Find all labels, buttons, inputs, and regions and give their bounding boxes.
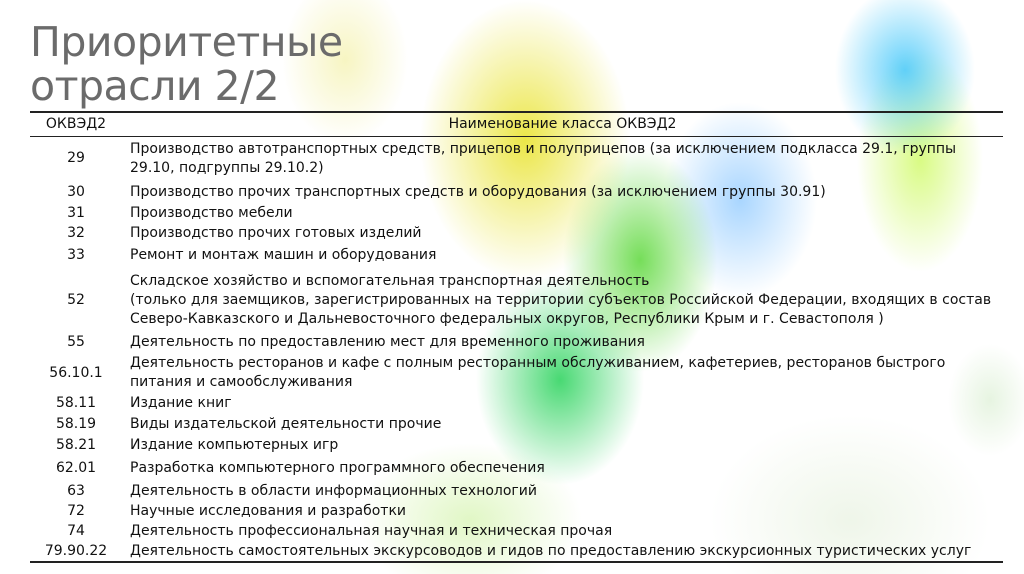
row-code: 58.21 [55,437,97,453]
table-header-row [30,112,1003,137]
table-row [30,204,1003,224]
row-name: Деятельность ресторанов и кафе с полным ресторанным обслуживанием, кафетериев, ресторанов быстрого питания и самообслуживания [130,355,946,390]
table-row [30,224,1003,244]
table-row [30,268,1003,333]
row-name: Разработка компьютерного программного обеспечения [130,460,545,476]
okved-table [30,111,1003,563]
row-name: Производство прочих готовых изделий [130,225,422,241]
table-row [30,244,1003,268]
row-code: 72 [67,503,85,519]
slide-title-line-1: Приоритетные [30,18,343,66]
row-name: Производство прочих транспортных средств и оборудования (за исключением группы 30.91) [130,183,826,200]
slide-title-line-2: отрасли 2/2 [30,62,280,110]
row-code: 63 [67,482,85,499]
row-name: Ремонт и монтаж машин и оборудования [130,247,437,263]
row-name: Научные исследования и разработки [130,503,407,519]
table-row [30,137,1003,181]
row-name: Деятельность профессиональная научная и техническая прочая [130,523,613,539]
table-row [30,457,1003,481]
row-name: Производство мебели [130,205,293,221]
table-row [30,481,1003,502]
row-code: 30 [67,183,85,200]
row-code: 56.10.1 [49,364,103,381]
row-name: Издание книг [130,395,232,411]
table-row [30,394,1003,414]
slide-title [30,20,343,108]
table-row [30,353,1003,394]
row-code: 29 [67,150,85,167]
row-name: Складское хозяйство и вспомогательная транспортная деятельность (только для заемщиков, зарегистрированных на территории субъектов Российской Федерации, входящих в состав Северо-Кавказского и Дальневосточного федеральных округов, Республики Крым и г. Севастополя ) [130,272,992,327]
header-name: Наименование класса ОКВЭД2 [122,112,1003,137]
row-code: 62.01 [55,460,97,476]
row-code: 55 [67,334,85,350]
table-row [30,435,1003,457]
row-name: Деятельность в области информационных технологий [130,482,537,499]
row-code: 32 [67,225,85,241]
header-code: ОКВЭД2 [30,112,122,137]
row-code: 31 [67,205,85,221]
table-row [30,542,1003,562]
row-code: 74 [67,523,85,539]
row-code: 52 [67,291,85,308]
table-row [30,181,1003,204]
table-row [30,522,1003,542]
table-row [30,333,1003,353]
row-name: Издание компьютерных игр [130,437,339,453]
row-name: Деятельность по предоставлению мест для временного проживания [130,334,645,350]
row-name: Деятельность самостоятельных экскурсоводов и гидов по предоставлению экскурсионных туристических услуг [122,542,1003,562]
row-code: 58.19 [55,415,97,432]
row-code: 79.90.22 [30,542,122,562]
row-name: Виды издательской деятельности прочие [130,415,442,432]
table-row [30,502,1003,522]
row-code: 58.11 [55,395,97,411]
row-name: Производство автотранспортных средств, прицепов и полуприцепов (за исключением подкласса 29.1, группы 29.10, подгруппы 29.10.2) [130,140,957,176]
okved-table-container [30,111,1003,563]
row-code: 33 [67,247,85,263]
table-row [30,414,1003,435]
